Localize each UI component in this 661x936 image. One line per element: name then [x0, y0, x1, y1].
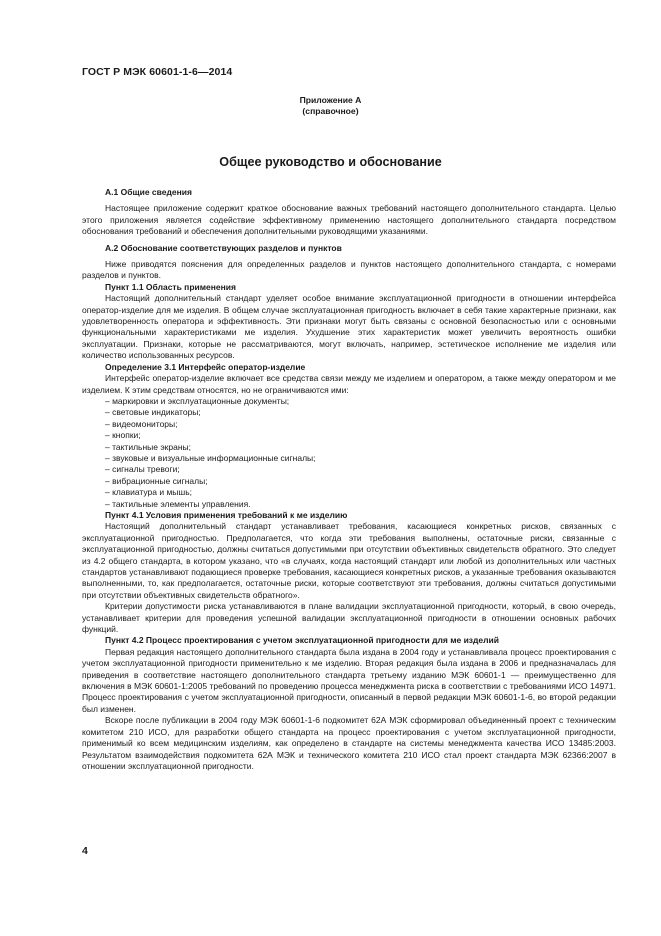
main-title: Общее руководство и обоснование: [219, 155, 442, 169]
list-item: – кнопки;: [105, 430, 141, 441]
clause-4-1-criteria: Критерии допустимости риска устанавливаются в плане валидации эксплуатационной пригодности, который, в свою очередь, устанавливает критерии для проведения успешной валидации эксплуатационной пригодности в отношении основных рабочих функций.: [82, 601, 616, 635]
clause-4-1-heading: Пункт 4.1 Условия применения требований к ме изделию: [105, 509, 348, 520]
clause-4-1-text: Настоящий дополнительный стандарт устанавливает требования, касающиеся конкретных рисков, связанных с эксплуатационной пригодностью. Предполагается, что когда эти требования выполнены, остаточные риски, связанные с эксплуатационной пригодностью, должны считаться допустимыми при отсутствии объективных свидетельств обратного. Это следует из 4.2 общего стандарта, в котором указано, что «в случаях, когда настоящий стандарт или любой из дополнительных или частных стандартов устанавливают подающиеся проверке требования, касающиеся конкретных рисков, а указанные требования оказываются выполненными, то, как предполагается, остаточные риски, которые соответствуют эти требования, должны считаться допустимыми при отсутствии объективных свидетельств обратного».: [82, 521, 616, 600]
clause-4-2-heading: Пункт 4.2 Процесс проектирования с учетом эксплуатационной пригодности для ме изделий: [105, 635, 499, 646]
list-item: – видеомониторы;: [105, 418, 178, 429]
list-item: – тактильные элементы управления.: [105, 498, 251, 509]
annex-title: Приложение А: [299, 95, 362, 105]
list-item: – тактильные экраны;: [105, 441, 192, 452]
list-item: – световые индикаторы;: [105, 407, 201, 418]
clause-4-2-joint-project: Вскоре после публикации в 2004 году МЭК 60601-1-6 подкомитет 62А МЭК сформировал объединенный проект с техническим комитетом 210 ИСО, для разработки общего стандарта на процесс проектирования с учетом эксплуатационной пригодности, применимый ко всем медицинским изделиям, как определено в стандарте на системы менеджмента качества ИСО 13485:2003. Результатом взаимодействия подкомитета 62А МЭК и технического комитета 210 ИСО стал проект стандарта МЭК 62366:2007 в отношении эксплуатационной пригодности.: [82, 715, 616, 771]
clause-1-1-text: Настоящий дополнительный стандарт уделяет особое внимание эксплуатационной пригодности в отношении интерфейса оператор-изделие для ме изделия. В общем случае эксплуатационная пригодность включает в себя такие характерные признаки, как удовлетворенность оператора и эффективность. Эти признаки могут быть связаны с основной безопасностью или с основными функциональными характеристиками ме изделия. Ухудшение этих характеристик может увеличить вероятность ошибки эксплуатации. Признаки, которые не рассматриваются, могут включать, например, эстетическое исполнение ме изделия или количество использованных ресурсов.: [82, 293, 616, 361]
list-item: – сигналы тревоги;: [105, 464, 180, 475]
annex-subtitle: (справочное): [302, 106, 359, 116]
clause-4-2-history: Первая редакция настоящего дополнительного стандарта была издана в 2004 году и устанавливала процесс проектирования с учетом эксплуатационной пригодности применительно к ме изделию. Вторая редакция была издана в 2006 и предназначалась для приведения в соответствие настоящего дополнительного стандарта третьему изданию МЭК 60601-1 — преимущественно для включения в МЭК 60601-1:2005 требований по проведению процесса менеджмента риска в соответствии с требованиями ИСО 14971. Процесс проектирования с учетом эксплуатационной пригодности, описанный в первой редакции МЭК 60601-1-6, во второй редакции был изменен.: [82, 646, 616, 714]
clause-1-1-heading: Пункт 1.1 Область применения: [105, 281, 236, 292]
interface-means-list: [82, 396, 616, 510]
section-a1-heading: А.1 Общие сведения: [105, 187, 192, 197]
definition-3-1-heading: Определение 3.1 Интерфейс оператор-изделие: [105, 361, 306, 372]
list-item: – маркировки и эксплуатационные документы;: [105, 395, 290, 406]
section-a2-heading: А.2 Обоснование соответствующих разделов и пунктов: [105, 242, 342, 253]
document-body: [82, 183, 616, 772]
page-number: 4: [82, 845, 88, 857]
list-item: – звуковые и визуальные информационные сигналы;: [105, 452, 316, 463]
section-a1-paragraph: Настоящее приложение содержит краткое обоснование важных требований настоящего дополнительного стандарта. Целью этого приложения является содействие эффективному применению настоящего дополнительного стандарта посредством обоснования требований и обеспечения дополнительными руководящими указаниями.: [82, 203, 616, 237]
list-item: – клавиатура и мышь;: [105, 487, 193, 498]
definition-3-1-text: Интерфейс оператор-изделие включает все средства связи между ме изделием и оператором, а также между оператором и ме изделием. К этим средствам относятся, но не ограничиваются ими:: [82, 373, 616, 395]
standard-header: ГОСТ Р МЭК 60601-1-6—2014: [82, 66, 233, 78]
section-a2-intro: Ниже приводятся пояснения для определенных разделов и пунктов настоящего дополнительного стандарта, с номерами разделов и пунктов.: [82, 259, 616, 281]
list-item: – вибрационные сигналы;: [105, 475, 208, 486]
